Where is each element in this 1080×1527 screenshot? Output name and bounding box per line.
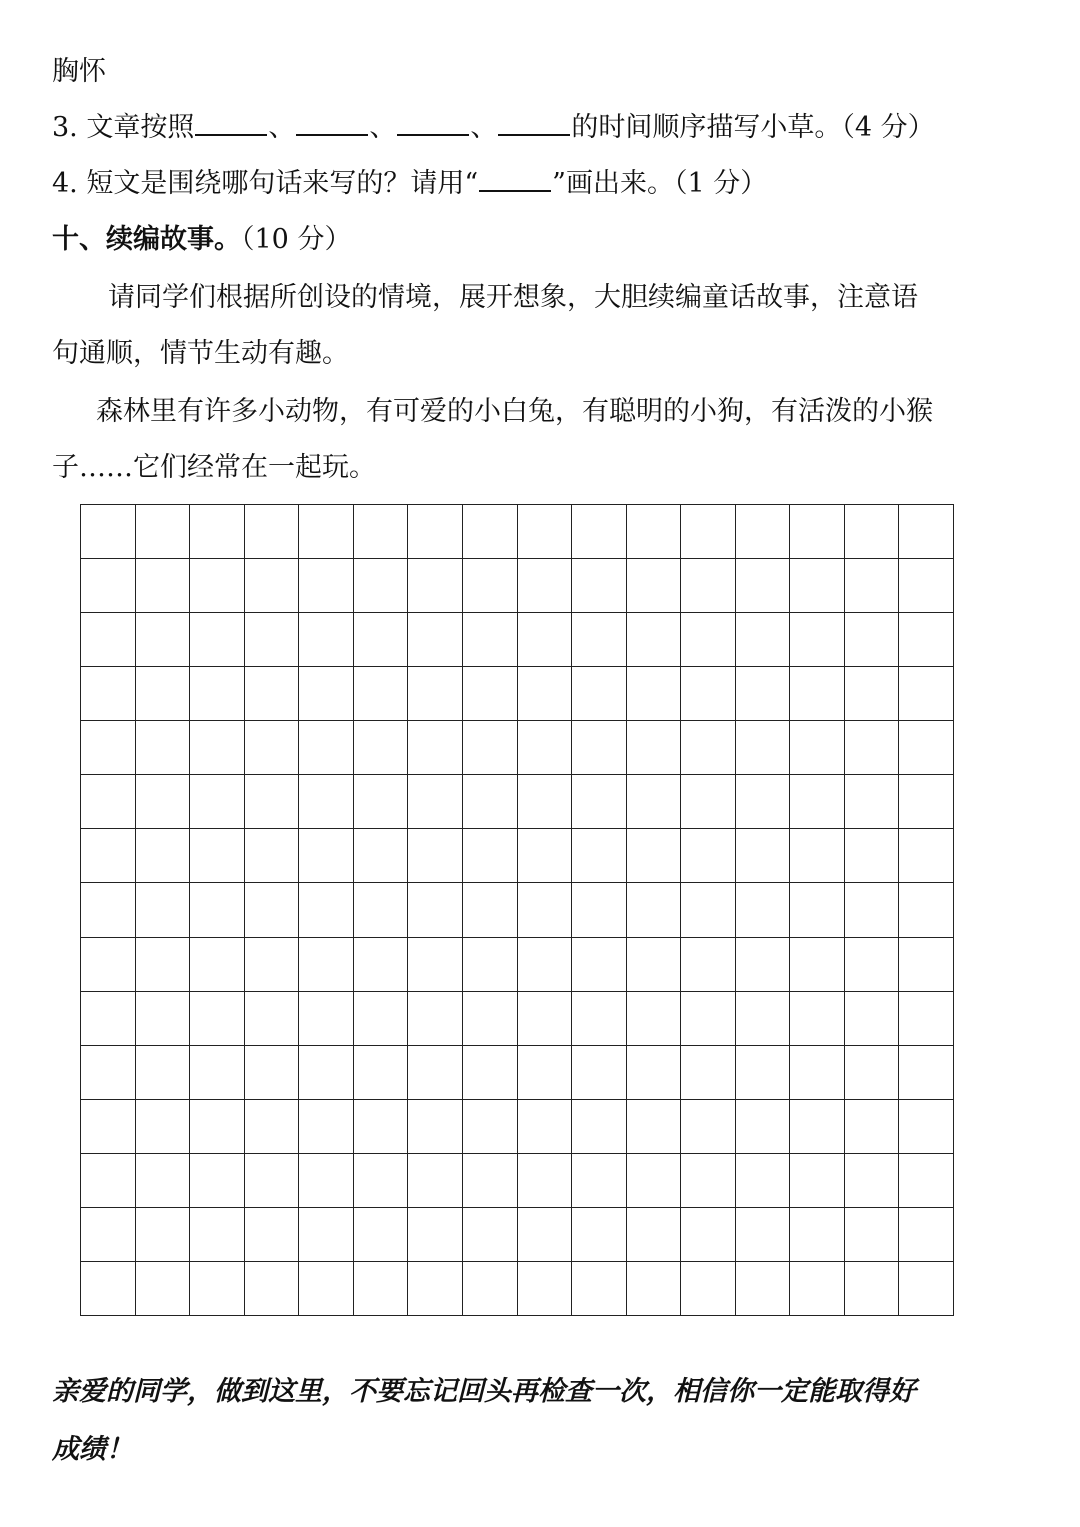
grid-cell[interactable] <box>845 883 900 937</box>
grid-cell[interactable] <box>845 829 900 883</box>
grid-cell[interactable] <box>572 883 627 937</box>
grid-cell[interactable] <box>572 1154 627 1208</box>
grid-cell[interactable] <box>299 559 354 613</box>
section-title: 十、续编故事。 <box>52 224 241 255</box>
grid-cell[interactable] <box>463 505 518 559</box>
grid-cell[interactable] <box>572 559 627 613</box>
grid-cell[interactable] <box>627 613 682 667</box>
grid-cell[interactable] <box>899 1208 954 1262</box>
grid-cell[interactable] <box>299 938 354 992</box>
grid-cell[interactable] <box>245 721 300 775</box>
grid-cell[interactable] <box>81 883 136 937</box>
grid-cell[interactable] <box>681 667 736 721</box>
grid-cell[interactable] <box>463 559 518 613</box>
grid-cell[interactable] <box>299 1208 354 1262</box>
question-3 <box>52 108 935 148</box>
grid-cell[interactable] <box>681 1046 736 1100</box>
grid-cell[interactable] <box>354 1046 409 1100</box>
grid-cell[interactable] <box>518 559 573 613</box>
grid-cell[interactable] <box>245 559 300 613</box>
grid-cell[interactable] <box>681 721 736 775</box>
closing-line-2: 成绩！ <box>52 1434 133 1465</box>
grid-cell[interactable] <box>627 883 682 937</box>
grid-cell[interactable] <box>81 505 136 559</box>
grid-cell[interactable] <box>81 721 136 775</box>
grid-cell[interactable] <box>736 1208 791 1262</box>
grid-cell[interactable] <box>299 775 354 829</box>
grid-cell[interactable] <box>463 883 518 937</box>
grid-cell[interactable] <box>408 1100 463 1154</box>
grid-cell[interactable] <box>190 559 245 613</box>
grid-cell[interactable] <box>627 775 682 829</box>
grid-cell[interactable] <box>845 1046 900 1100</box>
grid-cell[interactable] <box>899 667 954 721</box>
grid-cell[interactable] <box>299 1154 354 1208</box>
grid-cell[interactable] <box>299 505 354 559</box>
grid-cell[interactable] <box>572 1208 627 1262</box>
question-3-prefix: 3. 文章按照 <box>52 112 195 143</box>
grid-cell[interactable] <box>354 992 409 1046</box>
grid-cell[interactable] <box>681 613 736 667</box>
grid-cell[interactable] <box>899 1154 954 1208</box>
grid-cell[interactable] <box>245 775 300 829</box>
grid-cell[interactable] <box>572 829 627 883</box>
grid-cell[interactable] <box>463 721 518 775</box>
grid-cell[interactable] <box>899 505 954 559</box>
grid-cell[interactable] <box>627 1262 682 1316</box>
grid-cell[interactable] <box>518 775 573 829</box>
grid-cell[interactable] <box>190 938 245 992</box>
grid-cell[interactable] <box>190 1046 245 1100</box>
separator: 、 <box>470 112 498 143</box>
grid-cell[interactable] <box>136 613 191 667</box>
grid-cell[interactable] <box>899 721 954 775</box>
grid-cell[interactable] <box>899 1046 954 1100</box>
grid-cell[interactable] <box>354 667 409 721</box>
grid-cell[interactable] <box>681 559 736 613</box>
grid-cell[interactable] <box>81 775 136 829</box>
grid-cell[interactable] <box>136 1208 191 1262</box>
story-line-2: 子……它们经常在一起玩。 <box>52 452 376 483</box>
grid-cell[interactable] <box>81 1262 136 1316</box>
grid-cell[interactable] <box>518 667 573 721</box>
grid-cell[interactable] <box>354 1262 409 1316</box>
grid-cell[interactable] <box>845 1154 900 1208</box>
grid-cell[interactable] <box>354 1208 409 1262</box>
grid-cell[interactable] <box>245 883 300 937</box>
grid-cell[interactable] <box>845 667 900 721</box>
grid-cell[interactable] <box>463 1262 518 1316</box>
answer-blank-1[interactable] <box>195 108 267 136</box>
grid-cell[interactable] <box>408 559 463 613</box>
grid-cell[interactable] <box>299 667 354 721</box>
grid-cell[interactable] <box>627 938 682 992</box>
grid-cell[interactable] <box>736 1100 791 1154</box>
grid-cell[interactable] <box>627 721 682 775</box>
grid-cell[interactable] <box>81 1154 136 1208</box>
grid-cell[interactable] <box>408 505 463 559</box>
grid-cell[interactable] <box>736 992 791 1046</box>
grid-cell[interactable] <box>572 667 627 721</box>
grid-cell[interactable] <box>354 775 409 829</box>
grid-cell[interactable] <box>681 992 736 1046</box>
grid-cell[interactable] <box>790 992 845 1046</box>
grid-cell[interactable] <box>736 829 791 883</box>
grid-cell[interactable] <box>136 721 191 775</box>
grid-cell[interactable] <box>81 559 136 613</box>
grid-cell[interactable] <box>245 1154 300 1208</box>
grid-cell[interactable] <box>136 829 191 883</box>
grid-cell[interactable] <box>408 1046 463 1100</box>
separator: 、 <box>268 112 296 143</box>
grid-cell[interactable] <box>408 938 463 992</box>
grid-cell[interactable] <box>463 1046 518 1100</box>
grid-cell[interactable] <box>408 721 463 775</box>
grid-cell[interactable] <box>899 829 954 883</box>
grid-cell[interactable] <box>899 1262 954 1316</box>
grid-cell[interactable] <box>790 829 845 883</box>
grid-cell[interactable] <box>845 1100 900 1154</box>
grid-cell[interactable] <box>736 938 791 992</box>
grid-cell[interactable] <box>627 667 682 721</box>
grid-cell[interactable] <box>408 775 463 829</box>
grid-cell[interactable] <box>190 775 245 829</box>
grid-cell[interactable] <box>899 938 954 992</box>
grid-cell[interactable] <box>681 505 736 559</box>
grid-cell[interactable] <box>572 775 627 829</box>
grid-cell[interactable] <box>354 613 409 667</box>
grid-cell[interactable] <box>190 883 245 937</box>
grid-cell[interactable] <box>681 938 736 992</box>
grid-cell[interactable] <box>463 775 518 829</box>
grid-cell[interactable] <box>518 721 573 775</box>
grid-cell[interactable] <box>627 1046 682 1100</box>
instruction-line-1: 请同学们根据所创设的情境，展开想象，大胆续编童话故事，注意语 <box>108 282 918 313</box>
grid-cell[interactable] <box>572 1262 627 1316</box>
grid-cell[interactable] <box>627 559 682 613</box>
grid-cell[interactable] <box>736 883 791 937</box>
grid-cell[interactable] <box>518 505 573 559</box>
grid-cell[interactable] <box>518 1100 573 1154</box>
grid-cell[interactable] <box>463 613 518 667</box>
grid-cell[interactable] <box>299 1100 354 1154</box>
grid-cell[interactable] <box>518 883 573 937</box>
grid-cell[interactable] <box>845 505 900 559</box>
grid-cell[interactable] <box>627 829 682 883</box>
grid-cell[interactable] <box>190 829 245 883</box>
grid-cell[interactable] <box>136 1154 191 1208</box>
grid-cell[interactable] <box>627 992 682 1046</box>
grid-cell[interactable] <box>681 1154 736 1208</box>
grid-cell[interactable] <box>845 992 900 1046</box>
grid-cell[interactable] <box>518 992 573 1046</box>
grid-cell[interactable] <box>299 883 354 937</box>
grid-cell[interactable] <box>245 1208 300 1262</box>
grid-cell[interactable] <box>408 1208 463 1262</box>
grid-cell[interactable] <box>681 883 736 937</box>
grid-cell[interactable] <box>899 992 954 1046</box>
grid-cell[interactable] <box>572 1046 627 1100</box>
grid-cell[interactable] <box>845 721 900 775</box>
grid-cell[interactable] <box>136 1262 191 1316</box>
separator: 、 <box>369 112 397 143</box>
question-4-suffix: ”画出来。（1 分） <box>552 168 768 199</box>
grid-cell[interactable] <box>81 613 136 667</box>
grid-cell[interactable] <box>190 721 245 775</box>
grid-cell[interactable] <box>190 1208 245 1262</box>
grid-cell[interactable] <box>790 721 845 775</box>
grid-cell[interactable] <box>136 559 191 613</box>
grid-cell[interactable] <box>899 775 954 829</box>
section-10-heading <box>52 220 351 260</box>
question-4-prefix: 4. 短文是围绕哪句话来写的？请用“ <box>52 168 479 199</box>
grid-cell[interactable] <box>354 829 409 883</box>
answer-blank-2[interactable] <box>296 108 368 136</box>
grid-cell[interactable] <box>736 505 791 559</box>
grid-cell[interactable] <box>627 1100 682 1154</box>
grid-cell[interactable] <box>81 992 136 1046</box>
previous-answer-tail: 胸怀 <box>52 56 106 87</box>
grid-cell[interactable] <box>136 667 191 721</box>
grid-cell[interactable] <box>845 938 900 992</box>
grid-cell[interactable] <box>681 829 736 883</box>
writing-grid[interactable] <box>80 504 954 1316</box>
grid-cell[interactable] <box>245 829 300 883</box>
grid-cell[interactable] <box>572 992 627 1046</box>
grid-cell[interactable] <box>572 505 627 559</box>
grid-cell[interactable] <box>463 1208 518 1262</box>
grid-cell[interactable] <box>463 829 518 883</box>
grid-cell[interactable] <box>136 1100 191 1154</box>
grid-cell[interactable] <box>408 667 463 721</box>
grid-cell[interactable] <box>408 1154 463 1208</box>
grid-cell[interactable] <box>408 613 463 667</box>
grid-cell[interactable] <box>572 1100 627 1154</box>
grid-cell[interactable] <box>354 505 409 559</box>
grid-cell[interactable] <box>136 992 191 1046</box>
grid-cell[interactable] <box>81 667 136 721</box>
grid-cell[interactable] <box>736 1262 791 1316</box>
grid-cell[interactable] <box>136 775 191 829</box>
grid-cell[interactable] <box>245 992 300 1046</box>
grid-cell[interactable] <box>736 667 791 721</box>
grid-cell[interactable] <box>572 613 627 667</box>
grid-cell[interactable] <box>899 613 954 667</box>
answer-blank-5[interactable] <box>479 164 551 192</box>
grid-cell[interactable] <box>299 992 354 1046</box>
grid-cell[interactable] <box>790 613 845 667</box>
grid-cell[interactable] <box>190 667 245 721</box>
grid-cell[interactable] <box>463 1154 518 1208</box>
question-4 <box>52 164 767 204</box>
grid-cell[interactable] <box>190 1100 245 1154</box>
grid-cell[interactable] <box>518 1046 573 1100</box>
question-3-suffix: 的时间顺序描写小草。（4 分） <box>571 112 935 143</box>
grid-cell[interactable] <box>299 1262 354 1316</box>
grid-cell[interactable] <box>81 1046 136 1100</box>
grid-cell[interactable] <box>790 667 845 721</box>
grid-cell[interactable] <box>681 1208 736 1262</box>
grid-cell[interactable] <box>245 505 300 559</box>
grid-cell[interactable] <box>136 883 191 937</box>
grid-cell[interactable] <box>245 613 300 667</box>
grid-cell[interactable] <box>845 775 900 829</box>
grid-cell[interactable] <box>299 1046 354 1100</box>
grid-cell[interactable] <box>899 883 954 937</box>
grid-cell[interactable] <box>790 505 845 559</box>
grid-cell[interactable] <box>736 775 791 829</box>
grid-cell[interactable] <box>136 505 191 559</box>
instruction-line-2: 句通顺，情节生动有趣。 <box>52 338 349 369</box>
grid-cell[interactable] <box>408 992 463 1046</box>
grid-cell[interactable] <box>790 1154 845 1208</box>
grid-cell[interactable] <box>245 938 300 992</box>
grid-cell[interactable] <box>190 1154 245 1208</box>
grid-cell[interactable] <box>463 1100 518 1154</box>
grid-cell[interactable] <box>790 938 845 992</box>
grid-cell[interactable] <box>408 1262 463 1316</box>
grid-cell[interactable] <box>408 883 463 937</box>
grid-cell[interactable] <box>627 1154 682 1208</box>
grid-cell[interactable] <box>299 613 354 667</box>
grid-cell[interactable] <box>681 775 736 829</box>
grid-cell[interactable] <box>190 992 245 1046</box>
grid-cell[interactable] <box>736 1154 791 1208</box>
grid-cell[interactable] <box>790 1262 845 1316</box>
story-line-1: 森林里有许多小动物，有可爱的小白兔，有聪明的小狗，有活泼的小猴 <box>96 396 933 427</box>
grid-cell[interactable] <box>681 1100 736 1154</box>
grid-cell[interactable] <box>518 1154 573 1208</box>
grid-cell[interactable] <box>354 559 409 613</box>
grid-cell[interactable] <box>190 505 245 559</box>
grid-cell[interactable] <box>463 992 518 1046</box>
grid-cell[interactable] <box>518 1262 573 1316</box>
grid-cell[interactable] <box>845 559 900 613</box>
grid-cell[interactable] <box>572 721 627 775</box>
grid-cell[interactable] <box>790 1208 845 1262</box>
grid-cell[interactable] <box>354 1100 409 1154</box>
grid-cell[interactable] <box>81 1208 136 1262</box>
grid-cell[interactable] <box>845 1262 900 1316</box>
grid-cell[interactable] <box>299 829 354 883</box>
grid-cell[interactable] <box>463 667 518 721</box>
grid-cell[interactable] <box>899 1100 954 1154</box>
grid-cell[interactable] <box>899 559 954 613</box>
grid-cell[interactable] <box>736 613 791 667</box>
grid-cell[interactable] <box>81 829 136 883</box>
grid-cell[interactable] <box>136 938 191 992</box>
grid-cell[interactable] <box>245 1262 300 1316</box>
grid-cell[interactable] <box>354 721 409 775</box>
grid-cell[interactable] <box>790 1100 845 1154</box>
answer-blank-4[interactable] <box>498 108 570 136</box>
grid-cell[interactable] <box>736 721 791 775</box>
grid-cell[interactable] <box>190 1262 245 1316</box>
closing-line-1: 亲爱的同学，做到这里，不要忘记回头再检查一次，相信你一定能取得好 <box>52 1376 916 1407</box>
grid-cell[interactable] <box>245 1100 300 1154</box>
grid-cell[interactable] <box>790 775 845 829</box>
grid-cell[interactable] <box>518 938 573 992</box>
grid-cell[interactable] <box>81 1100 136 1154</box>
grid-cell[interactable] <box>408 829 463 883</box>
grid-cell[interactable] <box>790 883 845 937</box>
grid-cell[interactable] <box>518 613 573 667</box>
grid-cell[interactable] <box>790 1046 845 1100</box>
grid-cell[interactable] <box>518 1208 573 1262</box>
grid-cell[interactable] <box>845 1208 900 1262</box>
grid-cell[interactable] <box>845 613 900 667</box>
grid-cell[interactable] <box>627 505 682 559</box>
grid-cell[interactable] <box>81 938 136 992</box>
grid-cell[interactable] <box>627 1208 682 1262</box>
grid-cell[interactable] <box>245 1046 300 1100</box>
grid-cell[interactable] <box>736 1046 791 1100</box>
grid-cell[interactable] <box>790 559 845 613</box>
grid-cell[interactable] <box>245 667 300 721</box>
grid-cell[interactable] <box>463 938 518 992</box>
grid-cell[interactable] <box>354 938 409 992</box>
grid-cell[interactable] <box>299 721 354 775</box>
grid-cell[interactable] <box>354 883 409 937</box>
grid-cell[interactable] <box>518 829 573 883</box>
grid-cell[interactable] <box>736 559 791 613</box>
answer-blank-3[interactable] <box>397 108 469 136</box>
grid-cell[interactable] <box>572 938 627 992</box>
section-score: （10 分） <box>241 224 352 255</box>
grid-cell[interactable] <box>190 613 245 667</box>
grid-cell[interactable] <box>354 1154 409 1208</box>
grid-cell[interactable] <box>136 1046 191 1100</box>
grid-cell[interactable] <box>681 1262 736 1316</box>
